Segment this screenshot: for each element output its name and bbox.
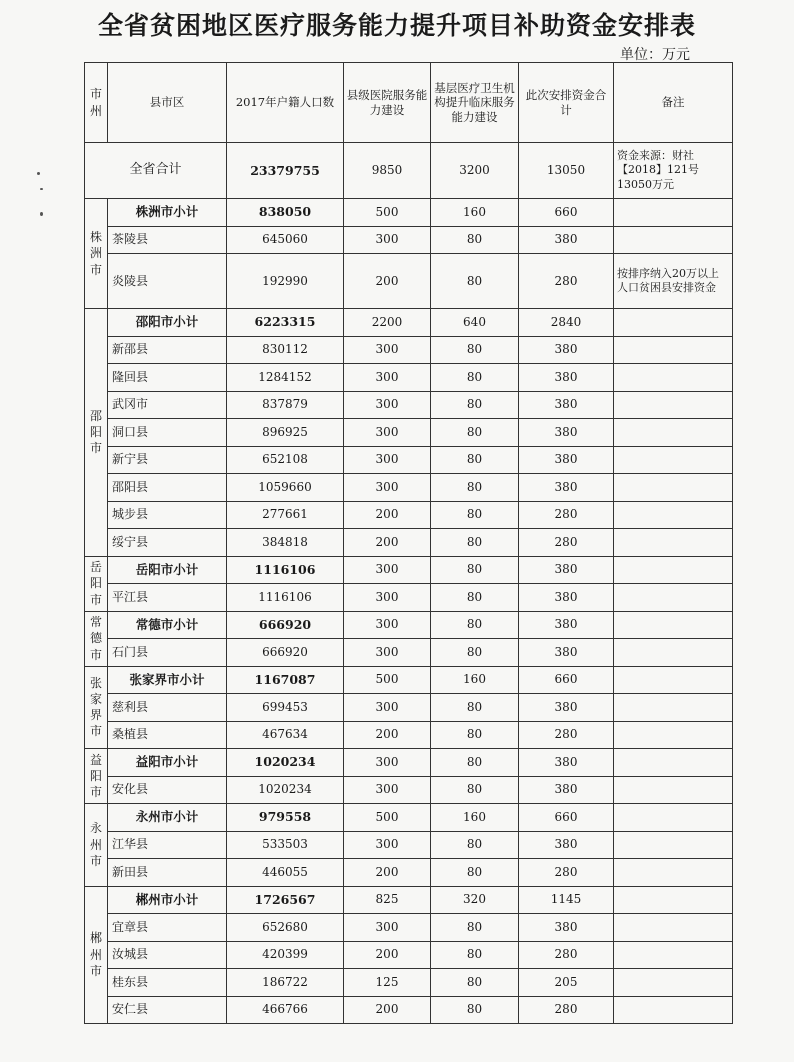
city-name: 株 洲 市 (85, 199, 108, 309)
page-title: 全省贫困地区医疗服务能力提升项目补助资金安排表 (97, 11, 696, 40)
population-cell: 1726567 (227, 886, 344, 914)
note-cell (614, 694, 733, 722)
primary-care-cell: 80 (431, 391, 519, 419)
note-cell (614, 529, 733, 557)
county-name: 茶陵县 (108, 226, 227, 254)
grand-total-population: 23379755 (227, 143, 344, 199)
population-cell: 6223315 (227, 309, 344, 337)
primary-care-cell: 80 (431, 254, 519, 309)
primary-care-cell: 80 (431, 996, 519, 1024)
population-cell: 1020234 (227, 749, 344, 777)
county-row (85, 584, 733, 612)
total-cell: 280 (519, 859, 614, 887)
note-cell (614, 391, 733, 419)
note-cell (614, 309, 733, 337)
primary-care-cell: 80 (431, 556, 519, 584)
county-name: 安仁县 (108, 996, 227, 1024)
note-cell (614, 199, 733, 227)
note-cell (614, 336, 733, 364)
county-row (85, 941, 733, 969)
note-cell (614, 666, 733, 694)
total-cell: 380 (519, 336, 614, 364)
county-row (85, 859, 733, 887)
county-row (85, 446, 733, 474)
header-population: 2017年户籍人口数 (227, 63, 344, 143)
note-cell (614, 776, 733, 804)
county-name: 炎陵县 (108, 254, 227, 309)
header-county-hospital: 县级医院服务能力建设 (344, 63, 431, 143)
note-cell (614, 474, 733, 502)
county-hospital-cell: 500 (344, 199, 431, 227)
county-hospital-cell: 500 (344, 666, 431, 694)
note-cell (614, 611, 733, 639)
total-cell: 380 (519, 639, 614, 667)
county-hospital-cell: 300 (344, 776, 431, 804)
total-cell: 380 (519, 226, 614, 254)
county-row (85, 254, 733, 309)
population-cell: 467634 (227, 721, 344, 749)
note-cell (614, 226, 733, 254)
total-cell: 280 (519, 996, 614, 1024)
subtotal-name: 株洲市小计 (108, 199, 227, 227)
population-cell: 1167087 (227, 666, 344, 694)
population-cell: 979558 (227, 804, 344, 832)
funding-table (84, 62, 733, 1024)
county-name: 绥宁县 (108, 529, 227, 557)
county-name: 安化县 (108, 776, 227, 804)
note-cell: 按排序纳入20万以上人口贫困县安排资金 (614, 254, 733, 309)
unit-label: 单位：万元 (620, 47, 690, 63)
total-cell: 280 (519, 254, 614, 309)
scan-speck (37, 172, 40, 175)
county-row (85, 721, 733, 749)
note-cell (614, 419, 733, 447)
county-name: 石门县 (108, 639, 227, 667)
county-row (85, 501, 733, 529)
note-cell (614, 584, 733, 612)
note-cell (614, 501, 733, 529)
total-cell: 2840 (519, 309, 614, 337)
primary-care-cell: 80 (431, 721, 519, 749)
primary-care-cell: 80 (431, 336, 519, 364)
primary-care-cell: 80 (431, 776, 519, 804)
primary-care-cell: 80 (431, 914, 519, 942)
population-cell: 420399 (227, 941, 344, 969)
county-name: 新田县 (108, 859, 227, 887)
county-name: 新邵县 (108, 336, 227, 364)
county-row (85, 694, 733, 722)
note-cell (614, 996, 733, 1024)
header-note: 备注 (614, 63, 733, 143)
subtotal-name: 常德市小计 (108, 611, 227, 639)
scan-speck (40, 188, 43, 190)
population-cell: 1116106 (227, 584, 344, 612)
total-cell: 380 (519, 391, 614, 419)
primary-care-cell: 160 (431, 804, 519, 832)
population-cell: 1020234 (227, 776, 344, 804)
primary-care-cell: 80 (431, 611, 519, 639)
header-county: 县市区 (108, 63, 227, 143)
county-hospital-cell: 200 (344, 721, 431, 749)
primary-care-cell: 80 (431, 749, 519, 777)
primary-care-cell: 80 (431, 419, 519, 447)
total-cell: 380 (519, 914, 614, 942)
county-hospital-cell: 125 (344, 969, 431, 997)
subtotal-row (85, 611, 733, 639)
total-cell: 380 (519, 474, 614, 502)
city-name: 张 家 界 市 (85, 666, 108, 749)
note-cell (614, 831, 733, 859)
county-hospital-cell: 300 (344, 611, 431, 639)
county-row (85, 364, 733, 392)
county-row (85, 529, 733, 557)
total-cell: 380 (519, 749, 614, 777)
note-cell (614, 749, 733, 777)
note-cell (614, 941, 733, 969)
grand-total-primary-care: 3200 (431, 143, 519, 199)
primary-care-cell: 80 (431, 474, 519, 502)
county-hospital-cell: 500 (344, 804, 431, 832)
county-hospital-cell: 200 (344, 941, 431, 969)
note-cell (614, 804, 733, 832)
county-hospital-cell: 300 (344, 914, 431, 942)
primary-care-cell: 320 (431, 886, 519, 914)
total-cell: 380 (519, 556, 614, 584)
primary-care-cell: 80 (431, 226, 519, 254)
total-cell: 380 (519, 446, 614, 474)
county-hospital-cell: 300 (344, 584, 431, 612)
primary-care-cell: 80 (431, 859, 519, 887)
county-name: 武冈市 (108, 391, 227, 419)
total-cell: 205 (519, 969, 614, 997)
city-name: 邵 阳 市 (85, 309, 108, 557)
population-cell: 837879 (227, 391, 344, 419)
county-row (85, 914, 733, 942)
primary-care-cell: 80 (431, 501, 519, 529)
county-name: 汝城县 (108, 941, 227, 969)
population-cell: 645060 (227, 226, 344, 254)
primary-care-cell: 80 (431, 639, 519, 667)
primary-care-cell: 80 (431, 694, 519, 722)
note-cell (614, 721, 733, 749)
grand-total-note: 资金来源：财社【2018】121号13050万元 (614, 143, 733, 199)
total-cell: 280 (519, 529, 614, 557)
county-name: 邵阳县 (108, 474, 227, 502)
county-hospital-cell: 300 (344, 446, 431, 474)
county-name: 城步县 (108, 501, 227, 529)
primary-care-cell: 80 (431, 831, 519, 859)
population-cell: 277661 (227, 501, 344, 529)
city-name: 常 德 市 (85, 611, 108, 666)
county-row (85, 474, 733, 502)
total-cell: 380 (519, 831, 614, 859)
primary-care-cell: 80 (431, 941, 519, 969)
county-hospital-cell: 200 (344, 501, 431, 529)
population-cell: 1059660 (227, 474, 344, 502)
county-hospital-cell: 300 (344, 336, 431, 364)
county-row (85, 419, 733, 447)
primary-care-cell: 80 (431, 364, 519, 392)
population-cell: 652108 (227, 446, 344, 474)
subtotal-name: 张家界市小计 (108, 666, 227, 694)
population-cell: 466766 (227, 996, 344, 1024)
county-hospital-cell: 300 (344, 391, 431, 419)
county-row (85, 776, 733, 804)
population-cell: 896925 (227, 419, 344, 447)
county-hospital-cell: 300 (344, 831, 431, 859)
note-cell (614, 914, 733, 942)
subtotal-row (85, 886, 733, 914)
population-cell: 1284152 (227, 364, 344, 392)
population-cell: 699453 (227, 694, 344, 722)
subtotal-row (85, 556, 733, 584)
note-cell (614, 556, 733, 584)
primary-care-cell: 80 (431, 446, 519, 474)
primary-care-cell: 80 (431, 969, 519, 997)
county-name: 桑植县 (108, 721, 227, 749)
subtotal-row (85, 199, 733, 227)
header-city: 市州 (85, 63, 108, 143)
county-row (85, 831, 733, 859)
county-name: 平江县 (108, 584, 227, 612)
grand-total-county-hospital: 9850 (344, 143, 431, 199)
county-name: 宜章县 (108, 914, 227, 942)
header-total: 此次安排资金合计 (519, 63, 614, 143)
county-hospital-cell: 200 (344, 859, 431, 887)
county-hospital-cell: 200 (344, 996, 431, 1024)
primary-care-cell: 80 (431, 584, 519, 612)
population-cell: 384818 (227, 529, 344, 557)
city-name: 郴 州 市 (85, 886, 108, 1024)
subtotal-name: 永州市小计 (108, 804, 227, 832)
subtotal-row (85, 309, 733, 337)
county-hospital-cell: 200 (344, 529, 431, 557)
note-cell (614, 446, 733, 474)
population-cell: 1116106 (227, 556, 344, 584)
county-name: 慈利县 (108, 694, 227, 722)
county-name: 桂东县 (108, 969, 227, 997)
subtotal-name: 益阳市小计 (108, 749, 227, 777)
total-cell: 280 (519, 721, 614, 749)
total-cell: 1145 (519, 886, 614, 914)
subtotal-row (85, 804, 733, 832)
subtotal-row (85, 749, 733, 777)
subtotal-name: 郴州市小计 (108, 886, 227, 914)
county-hospital-cell: 2200 (344, 309, 431, 337)
population-cell: 830112 (227, 336, 344, 364)
grand-total-row (85, 143, 733, 199)
county-hospital-cell: 300 (344, 749, 431, 777)
county-name: 洞口县 (108, 419, 227, 447)
total-cell: 380 (519, 694, 614, 722)
primary-care-cell: 160 (431, 666, 519, 694)
county-row (85, 391, 733, 419)
county-hospital-cell: 825 (344, 886, 431, 914)
population-cell: 666920 (227, 639, 344, 667)
county-row (85, 996, 733, 1024)
subtotal-name: 邵阳市小计 (108, 309, 227, 337)
note-cell (614, 969, 733, 997)
scan-speck (40, 212, 43, 216)
note-cell (614, 364, 733, 392)
population-cell: 666920 (227, 611, 344, 639)
total-cell: 660 (519, 804, 614, 832)
population-cell: 652680 (227, 914, 344, 942)
primary-care-cell: 80 (431, 529, 519, 557)
total-cell: 660 (519, 199, 614, 227)
county-hospital-cell: 300 (344, 474, 431, 502)
county-hospital-cell: 300 (344, 556, 431, 584)
population-cell: 186722 (227, 969, 344, 997)
header-primary-care: 基层医疗卫生机构提升临床服务能力建设 (431, 63, 519, 143)
county-row (85, 969, 733, 997)
total-cell: 380 (519, 584, 614, 612)
county-hospital-cell: 300 (344, 694, 431, 722)
total-cell: 660 (519, 666, 614, 694)
county-row (85, 336, 733, 364)
county-hospital-cell: 300 (344, 639, 431, 667)
total-cell: 380 (519, 611, 614, 639)
primary-care-cell: 160 (431, 199, 519, 227)
total-cell: 380 (519, 776, 614, 804)
subtotal-row (85, 666, 733, 694)
total-cell: 380 (519, 364, 614, 392)
county-row (85, 639, 733, 667)
population-cell: 533503 (227, 831, 344, 859)
county-hospital-cell: 300 (344, 226, 431, 254)
population-cell: 446055 (227, 859, 344, 887)
population-cell: 838050 (227, 199, 344, 227)
county-name: 新宁县 (108, 446, 227, 474)
grand-total-amount: 13050 (519, 143, 614, 199)
total-cell: 380 (519, 419, 614, 447)
population-cell: 192990 (227, 254, 344, 309)
city-name: 岳 阳 市 (85, 556, 108, 611)
total-cell: 280 (519, 501, 614, 529)
county-hospital-cell: 300 (344, 419, 431, 447)
subtotal-name: 岳阳市小计 (108, 556, 227, 584)
grand-total-label: 全省合计 (85, 143, 227, 199)
county-name: 隆回县 (108, 364, 227, 392)
county-row (85, 226, 733, 254)
county-hospital-cell: 200 (344, 254, 431, 309)
city-name: 永 州 市 (85, 804, 108, 887)
county-name: 江华县 (108, 831, 227, 859)
county-hospital-cell: 300 (344, 364, 431, 392)
city-name: 益 阳 市 (85, 749, 108, 804)
note-cell (614, 639, 733, 667)
header-row (85, 63, 733, 143)
note-cell (614, 886, 733, 914)
total-cell: 280 (519, 941, 614, 969)
primary-care-cell: 640 (431, 309, 519, 337)
note-cell (614, 859, 733, 887)
